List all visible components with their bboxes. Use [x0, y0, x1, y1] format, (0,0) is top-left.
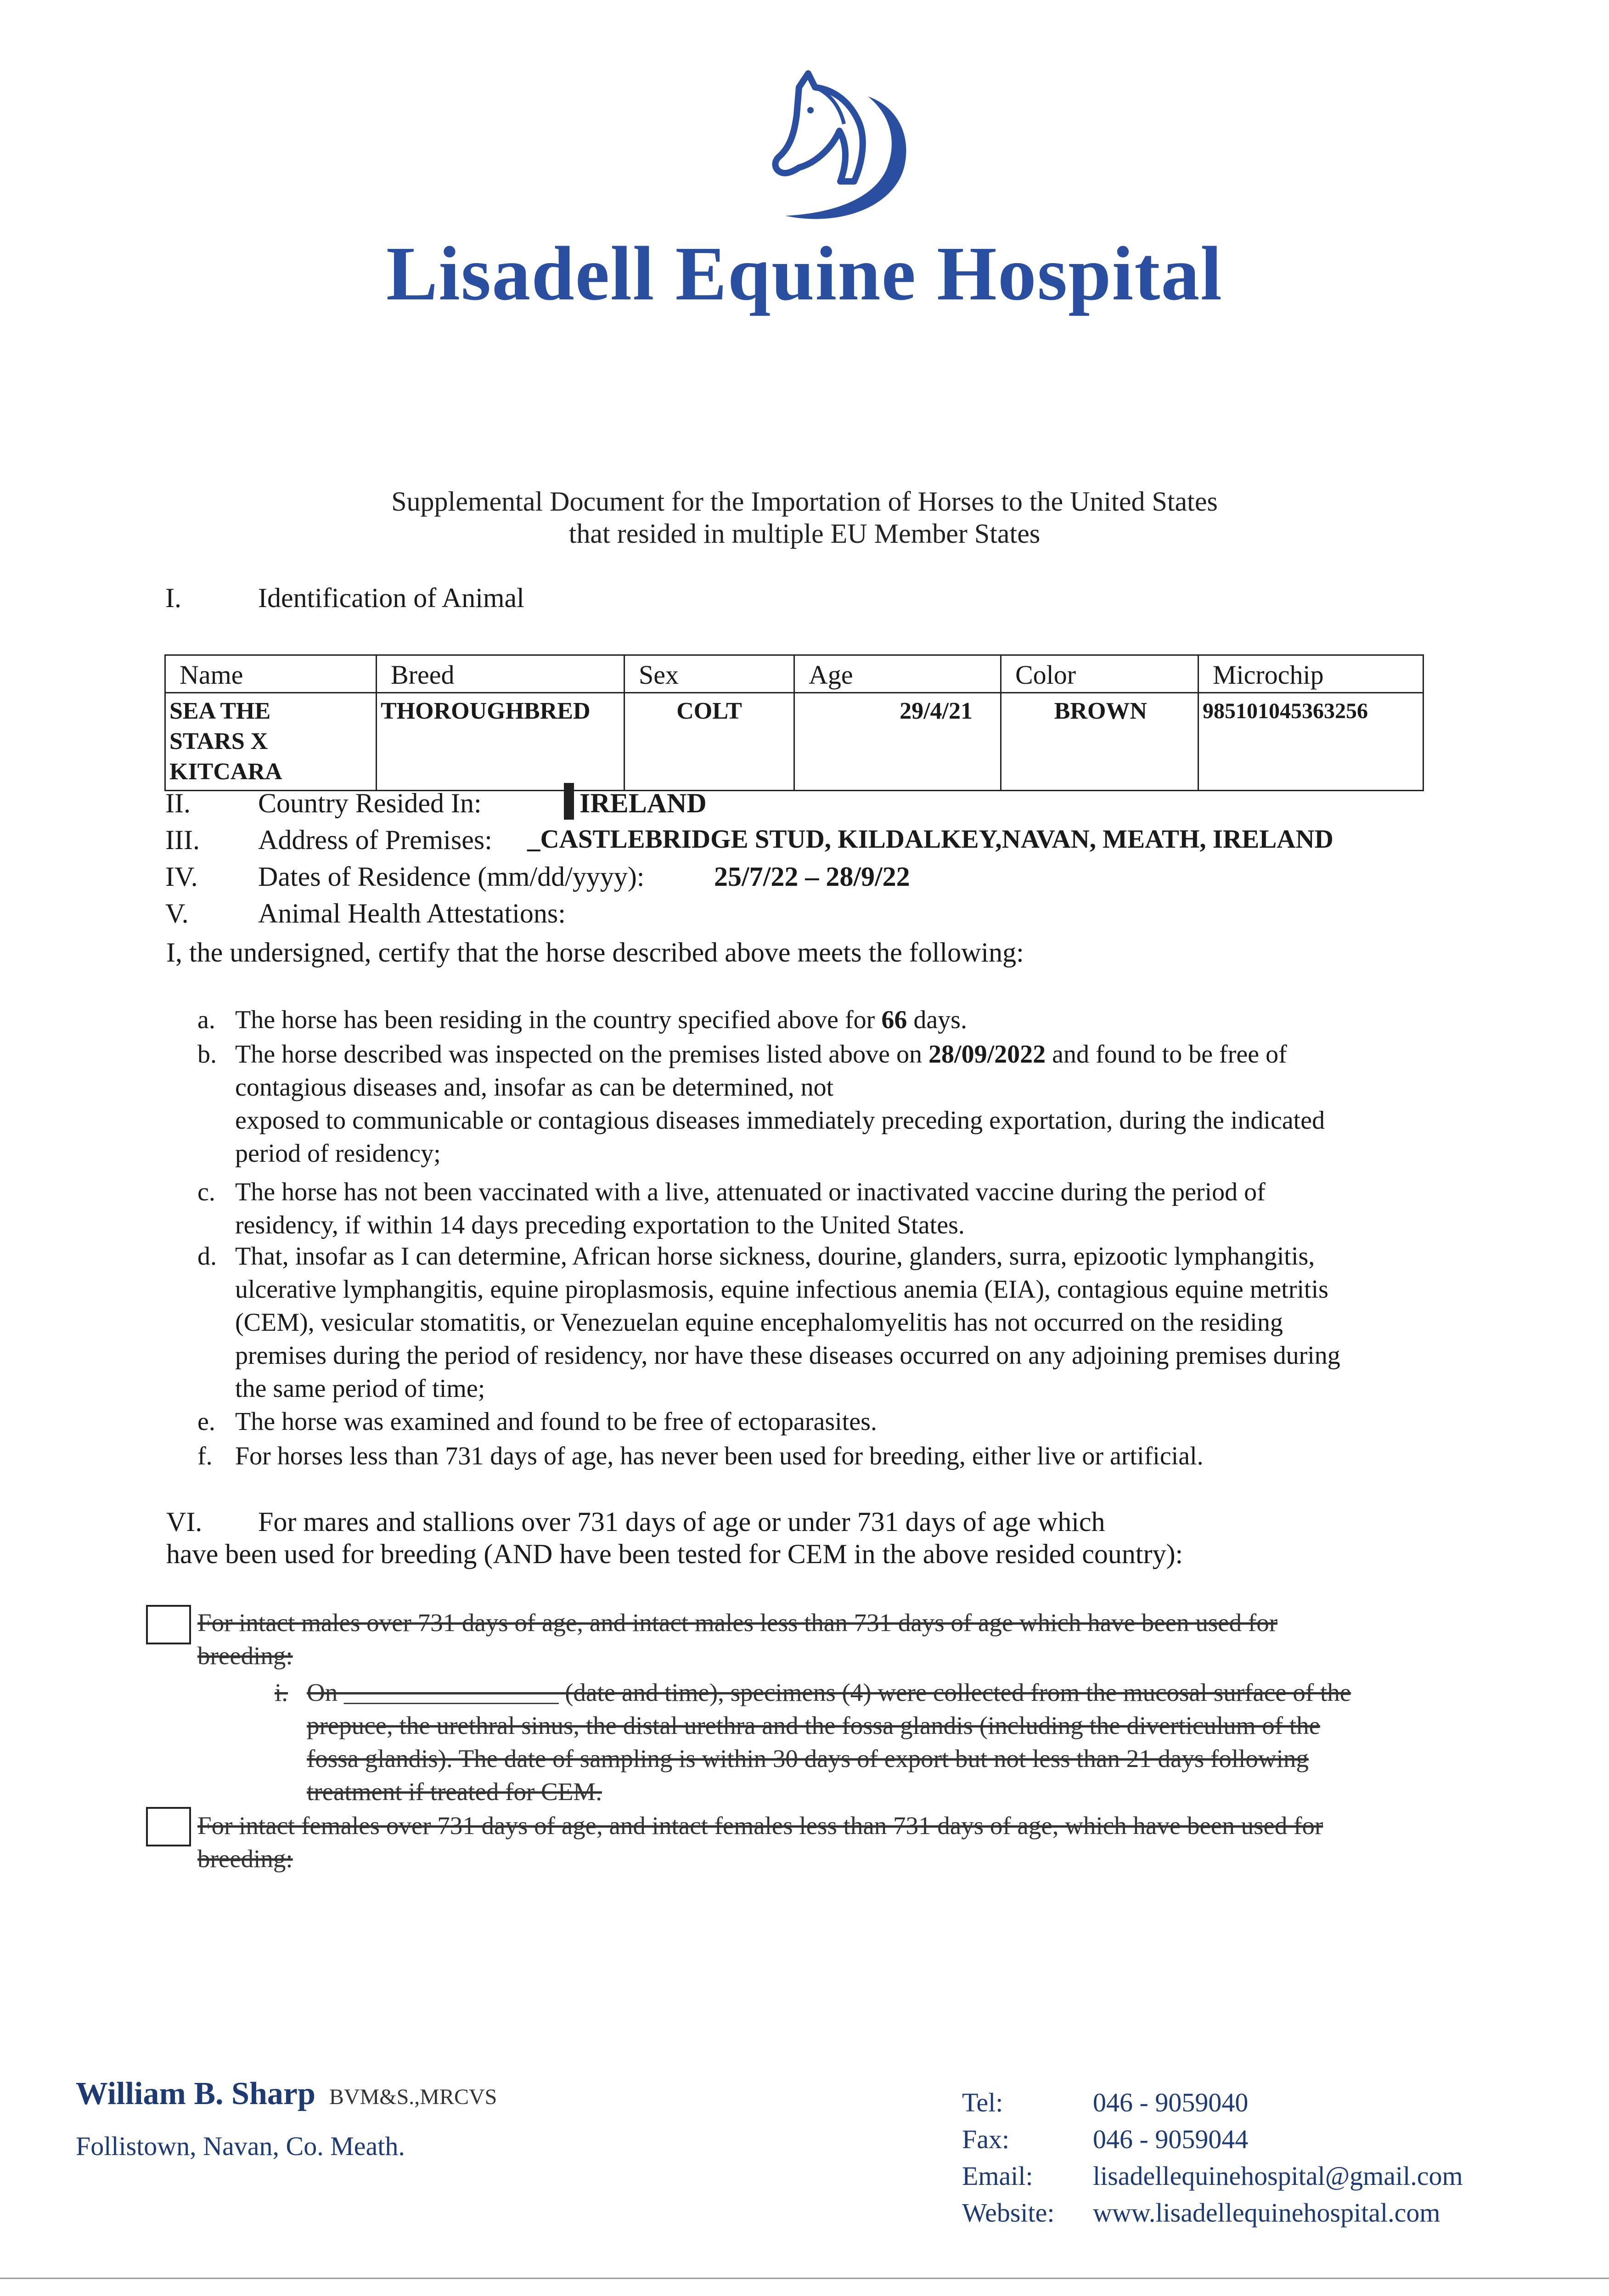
document-title-line1: Supplemental Document for the Importation of Horses to the United States	[391, 486, 1218, 517]
col-header-age: Age	[794, 655, 1001, 693]
tel-label: Tel:	[962, 2088, 1003, 2117]
section1-label: Identification of Animal	[258, 583, 524, 613]
males-i-label: i.	[275, 1678, 288, 1706]
attestation-c: c. The horse has not been vaccinated with a live, attenuated or inactivated vaccine during the period of residency, if within 14 days preceding exportation to the United States.	[197, 1178, 1266, 1239]
vet-credentials: BVM&S.,MRCVS	[329, 2085, 497, 2109]
redaction-mark	[564, 783, 574, 820]
certify-intro: I, the undersigned, certify that the horse described above meets the following:	[166, 937, 1024, 968]
identification-table	[164, 654, 1424, 791]
cell-breed: THOROUGHBRED	[377, 693, 624, 791]
fax-label: Fax:	[962, 2124, 1010, 2154]
males-specimen-clause: On _________________ (date and time), specimens (4) were collected from the mucosal surface of the prepuce, the urethral sinus, the distal urethra and the fossa glandis (including the diverticulum of the fossa glandis). The date of sampling is within 30 days of export but not less than 21 days following treatment if treated for CEM.	[307, 1678, 1351, 1806]
section6-number: VI.	[166, 1507, 203, 1537]
email-value[interactable]: lisadellequinehospital@gmail.com	[1093, 2161, 1463, 2191]
fax-value: 046 - 9059044	[1093, 2124, 1249, 2154]
females-checkbox[interactable]	[146, 1807, 191, 1846]
vet-name: William B. Sharp BVM&S.,MRCVS	[76, 2076, 497, 2111]
hospital-name: Lisadell Equine Hospital	[386, 231, 1223, 316]
males-checkbox[interactable]	[146, 1605, 191, 1644]
attestation-b: b. The horse described was inspected on the premises listed above on 28/09/2022 and found to be free of contagious diseases and, insofar as can be determined, not exposed to communicable or contagious diseases immediately preceding exportation, during the indicated period of residency;	[197, 1040, 1325, 1168]
section4-label: Dates of Residence (mm/dd/yyyy):	[258, 861, 645, 892]
date-time-blank[interactable]: _________________	[343, 1678, 559, 1706]
col-header-name: Name	[165, 655, 377, 693]
attestation-e: e. The horse was examined and found to be free of ectoparasites.	[197, 1407, 877, 1436]
section5-label: Animal Health Attestations:	[258, 898, 566, 929]
section6-line2: have been used for breeding (AND have been tested for CEM in the above resided country):	[166, 1539, 1183, 1569]
males-clause: For intact males over 731 days of age, and intact males less than 731 days of age which have been used for breeding:	[197, 1609, 1278, 1670]
cell-microchip: 985101045363256	[1198, 693, 1423, 791]
website-value[interactable]: www.lisadellequinehospital.com	[1093, 2198, 1440, 2228]
col-header-microchip: Microchip	[1198, 655, 1423, 693]
section3-number: III.	[165, 825, 200, 855]
cell-sex: COLT	[624, 693, 794, 791]
email-label: Email:	[962, 2161, 1033, 2191]
country-value: IRELAND	[579, 788, 707, 818]
attestation-a: a. The horse has been residing in the country specified above for 66 days.	[197, 1006, 967, 1034]
website-label: Website:	[962, 2198, 1055, 2228]
col-header-sex: Sex	[624, 655, 794, 693]
attestation-f: f. For horses less than 731 days of age, has never been used for breeding, either live or artificial.	[197, 1442, 1204, 1470]
section6-line1: For mares and stallions over 731 days of age or under 731 days of age which	[258, 1507, 1105, 1537]
bottom-divider	[0, 2278, 1609, 2279]
section2-number: II.	[165, 788, 191, 818]
table-header-row	[165, 655, 1423, 693]
section4-number: IV.	[165, 861, 198, 892]
dates-value: 25/7/22 – 28/9/22	[714, 861, 910, 892]
section5-number: V.	[165, 898, 189, 929]
vet-address: Follistown, Navan, Co. Meath.	[76, 2131, 405, 2161]
section1-number: I.	[165, 583, 181, 613]
col-header-breed: Breed	[377, 655, 624, 693]
section2-label: Country Resided In:	[258, 788, 482, 818]
cell-name: SEA THE STARS X KITCARA	[165, 693, 377, 791]
table-row	[165, 693, 1423, 791]
cell-color: BROWN	[1001, 693, 1198, 791]
tel-value: 046 - 9059040	[1093, 2088, 1249, 2117]
col-header-color: Color	[1001, 655, 1198, 693]
section3-label: Address of Premises:	[258, 825, 492, 855]
document-title-line2: that resided in multiple EU Member States	[568, 518, 1041, 549]
cell-age: 29/4/21	[794, 693, 1001, 791]
horse-logo-icon	[716, 69, 918, 234]
address-value: _CASTLEBRIDGE STUD, KILDALKEY,NAVAN, MEATH, IRELAND	[527, 825, 1333, 854]
females-clause: For intact females over 731 days of age, and intact females less than 731 days of age, which have been used for breeding:	[197, 1812, 1323, 1873]
attestation-d: d. That, insofar as I can determine, African horse sickness, dourine, glanders, surra, epizootic lymphangitis, ulcerative lymphangitis, equine piroplasmosis, equine infectious anemia (EIA), contagious equine metritis (CEM), vesicular stomatitis, or Venezuelan equine encephalomyelitis has not occurred on the residing premises during the period of residency, nor have these diseases occurred on any adjoining premises during the same period of time;	[197, 1242, 1340, 1403]
